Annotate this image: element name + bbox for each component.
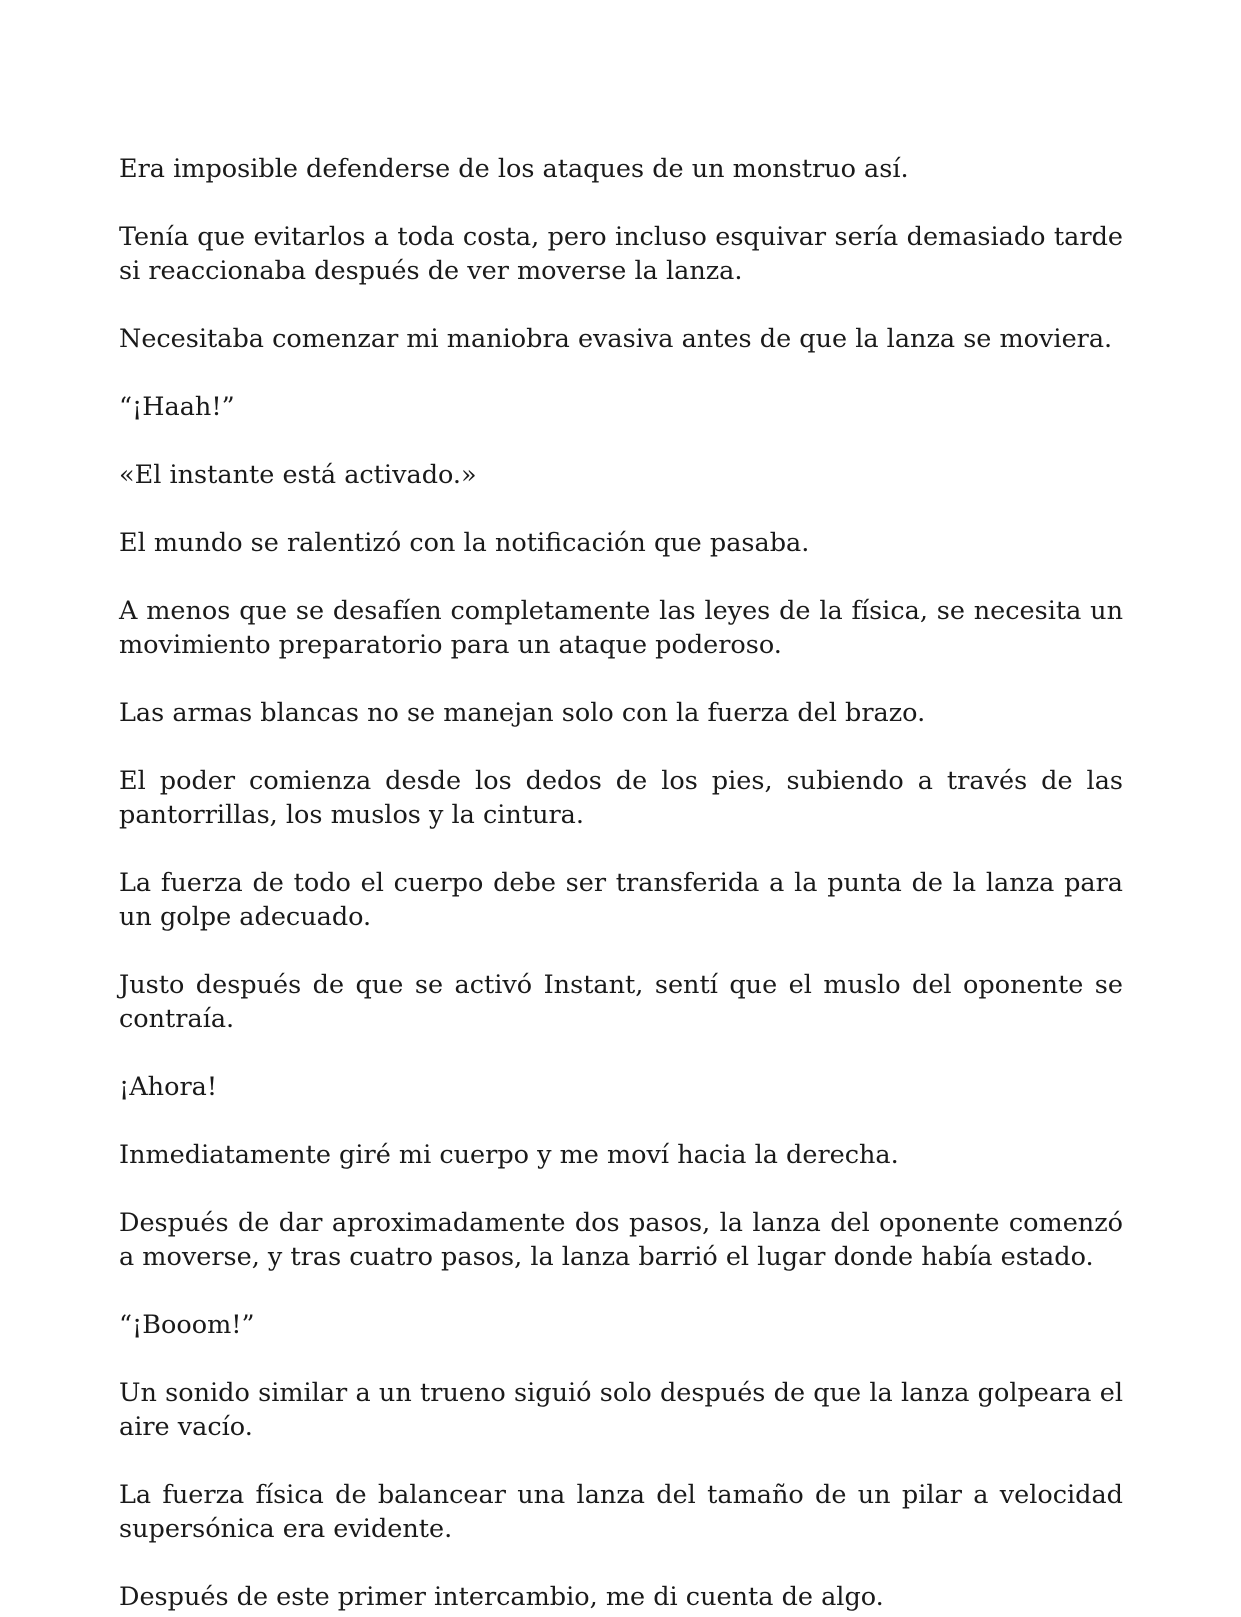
paragraph: “¡Booom!” (119, 1310, 255, 1340)
paragraph: La fuerza física de balancear una lanza del tamaño de un pilar a velocidad supersónica era evidente. (119, 1480, 1123, 1544)
paragraph: Las armas blancas no se manejan solo con la fuerza del brazo. (119, 698, 926, 728)
paragraph: Necesitaba comenzar mi maniobra evasiva antes de que la lanza se moviera. (119, 324, 1113, 354)
paragraph: ¡Ahora! (119, 1072, 218, 1102)
paragraph: Justo después de que se activó Instant, sentí que el muslo del oponente se contraía. (119, 970, 1123, 1034)
paragraph: Inmediatamente giré mi cuerpo y me moví hacia la derecha. (119, 1140, 899, 1170)
paragraph: La fuerza de todo el cuerpo debe ser transferida a la punta de la lanza para un golpe adecuado. (119, 868, 1123, 932)
paragraph: Después de dar aproximadamente dos pasos, la lanza del oponente comenzó a moverse, y tras cuatro pasos, la lanza barrió el lugar donde había estado. (119, 1208, 1123, 1272)
paragraph: A menos que se desafíen completamente las leyes de la física, se necesita un movimiento preparatorio para un ataque poderoso. (119, 596, 1123, 660)
paragraph: El poder comienza desde los dedos de los pies, subiendo a través de las pantorrillas, los muslos y la cintura. (119, 766, 1123, 830)
paragraph: “¡Haah!” (119, 392, 235, 422)
paragraph: Tenía que evitarlos a toda costa, pero incluso esquivar sería demasiado tarde si reaccionaba después de ver moverse la lanza. (119, 222, 1123, 286)
paragraph: «El instante está activado.» (119, 460, 477, 490)
paragraph: Era imposible defenderse de los ataques de un monstruo así. (119, 154, 909, 184)
paragraph: El mundo se ralentizó con la notificación que pasaba. (119, 528, 810, 558)
paragraph: Después de este primer intercambio, me di cuenta de algo. (119, 1582, 884, 1612)
document-page (119, 152, 1123, 1614)
paragraph: Un sonido similar a un trueno siguió solo después de que la lanza golpeara el aire vacío. (119, 1378, 1123, 1442)
